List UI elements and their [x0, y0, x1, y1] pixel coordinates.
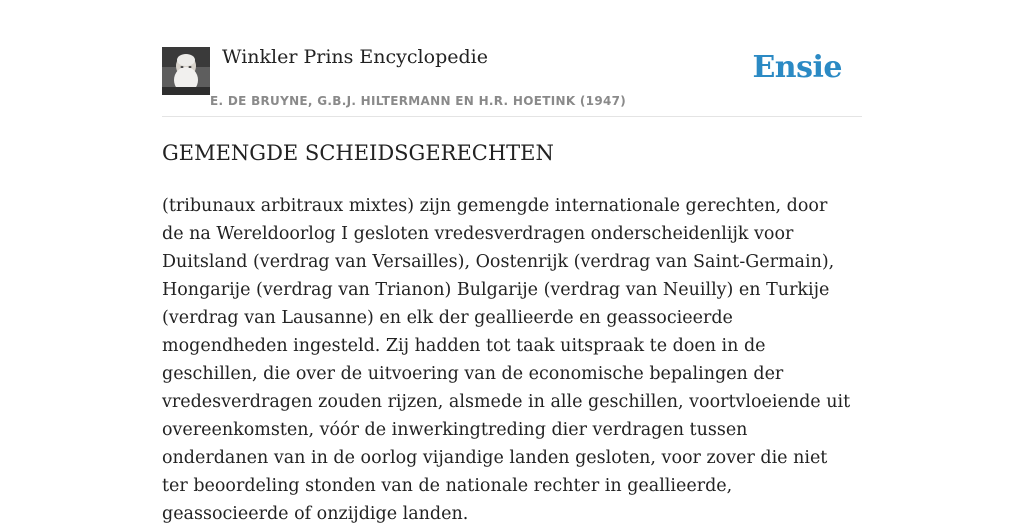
- entry-body: (tribunaux arbitraux mixtes) zijn gemengde internationale gerechten, door de na Wereldoorlog I gesloten vredesverdragen onderscheidenlijk voor Duitsland (verdrag van Versailles), Oostenrijk (verdrag van Saint-Germain), Hongarije (verdrag van Trianon) Bulgarije (verdrag van Neuilly) en Turkije (verdrag van Lausanne) en elk der geallieerde en geassocieerde mogendheden ingesteld. Zij hadden tot taak uitspraak te doen in de geschillen, die over de uitvoering van de economische bepalingen der vredesverdragen zouden rijzen, alsmede in alle geschillen, voortvloeiende uit overeenkomsten, vóór de inwerkingtreding dier verdragen tussen onderdanen van in de oorlog vijandige landen gesloten, voor zover die niet ter beoordeling stonden van de nationale rechter in geallieerde, geassocieerde of onzijdige landen.: [162, 196, 851, 524]
- brand-logo[interactable]: Ensie: [752, 50, 842, 85]
- source-header: [162, 44, 862, 117]
- authors-line: E. DE BRUYNE, G.B.J. HILTERMANN EN H.R. HOETINK (1947): [210, 94, 627, 108]
- author-portrait-icon[interactable]: [162, 47, 210, 95]
- entry-title: GEMENGDE SCHEIDSGERECHTEN: [162, 141, 554, 165]
- portrait-image: [162, 47, 210, 95]
- source-title[interactable]: Winkler Prins Encyclopedie: [222, 46, 488, 68]
